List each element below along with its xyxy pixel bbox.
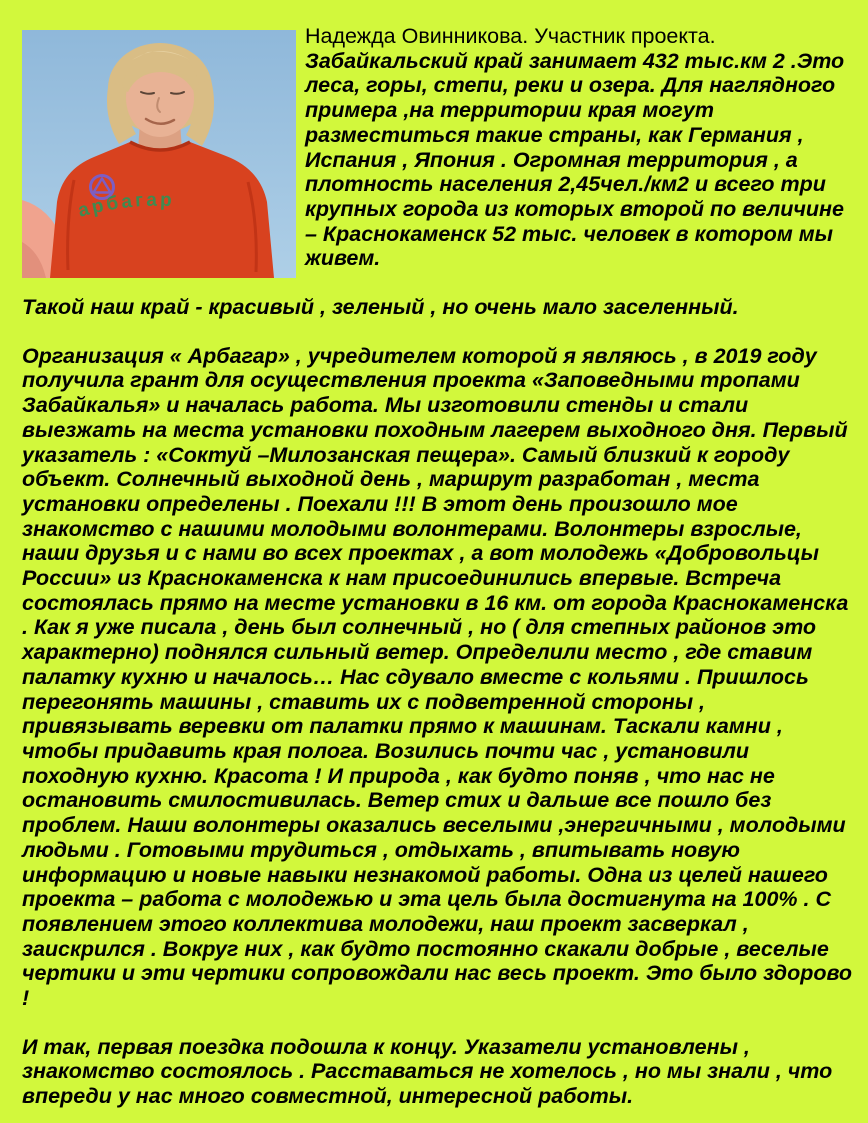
tshirt-label: арбагар	[75, 189, 176, 222]
intro-paragraph-body: Забайкальский край занимает 432 тыс.км 2 .Это леса, горы, степи, реки и озера. Для наглядного примера ,на территории края могут разместиться такие страны, как Германия , Испания , Япония . Огромная территория , а плотность населения 2,45чел./км2 и всего три крупных города из которых второй по величине – Краснокаменск 52 тыс. человек в котором мы живем.	[305, 48, 845, 271]
region-summary-paragraph: Такой наш край - красивый , зеленый , но очень мало заселенный.	[22, 295, 739, 320]
participant-name-lead: Надежда Овинникова. Участник проекта.	[305, 24, 716, 48]
project-story-paragraph: Организация « Арбагар» , учредителем которой я являюсь , в 2019 году получила грант для осуществления проекта «Заповедными тропами Забайкалья» и началась работа. Мы изготовили стенды и стали выезжать на места установки походным лагерем выходного дня. Первый указатель : «Соктуй –Милозанская пещера». Самый близкий к городу объект. Солнечный выходной день , маршрут разработан , места установки определены . Поехали !!! В этот день произошло мое знакомство с нашими молодыми волонтерами. Волонтеры взрослые, наши друзья и с нами во всех проектах , а вот молодежь «Добровольцы России» из Краснокаменска к нам присоединились впервые. Встреча состоялась прямо на месте установки в 16 км. от города Краснокаменска . Как я уже писала , день был солнечный , но ( для степных районов это характерно) поднялся сильный ветер. Определили место , где ставим палатку кухню и началось… Нас сдувало вместе с кольями . Пришлось перегонять машины , ставить их с подветренной стороны , привязывать веревки от палатки прямо к машинам. Таскали камни , чтобы придавить края полога. Возились почти час , установили походную кухню. Красота ! И природа , как будто поняв , что нас не остановить смилостивилась. Ветер стих и дальше все пошло без проблем. Наши волонтеры оказались веселыми ,энергичными , молодыми людьми . Готовыми трудиться , отдыхать , впитывать новую информацию и новые навыки незнакомой работы. Одна из целей нашего проекта – работа с молодежью и эта цель была достигнута на 100% . С появлением этого коллектива молодежи, наш проект засверкал , заискрился . Вокруг них , как будто постоянно скакали добрые , веселые чертики и эти чертики сопровождали нас весь проект. Это было здорово !	[22, 343, 853, 1011]
participant-photo	[22, 30, 296, 278]
closing-paragraph: И так, первая поездка подошла к концу. Указатели установлены , знакомство состоялось . Расставаться не хотелось , но мы знали , что впереди у нас много совместной, интересной работы.	[22, 1034, 833, 1109]
